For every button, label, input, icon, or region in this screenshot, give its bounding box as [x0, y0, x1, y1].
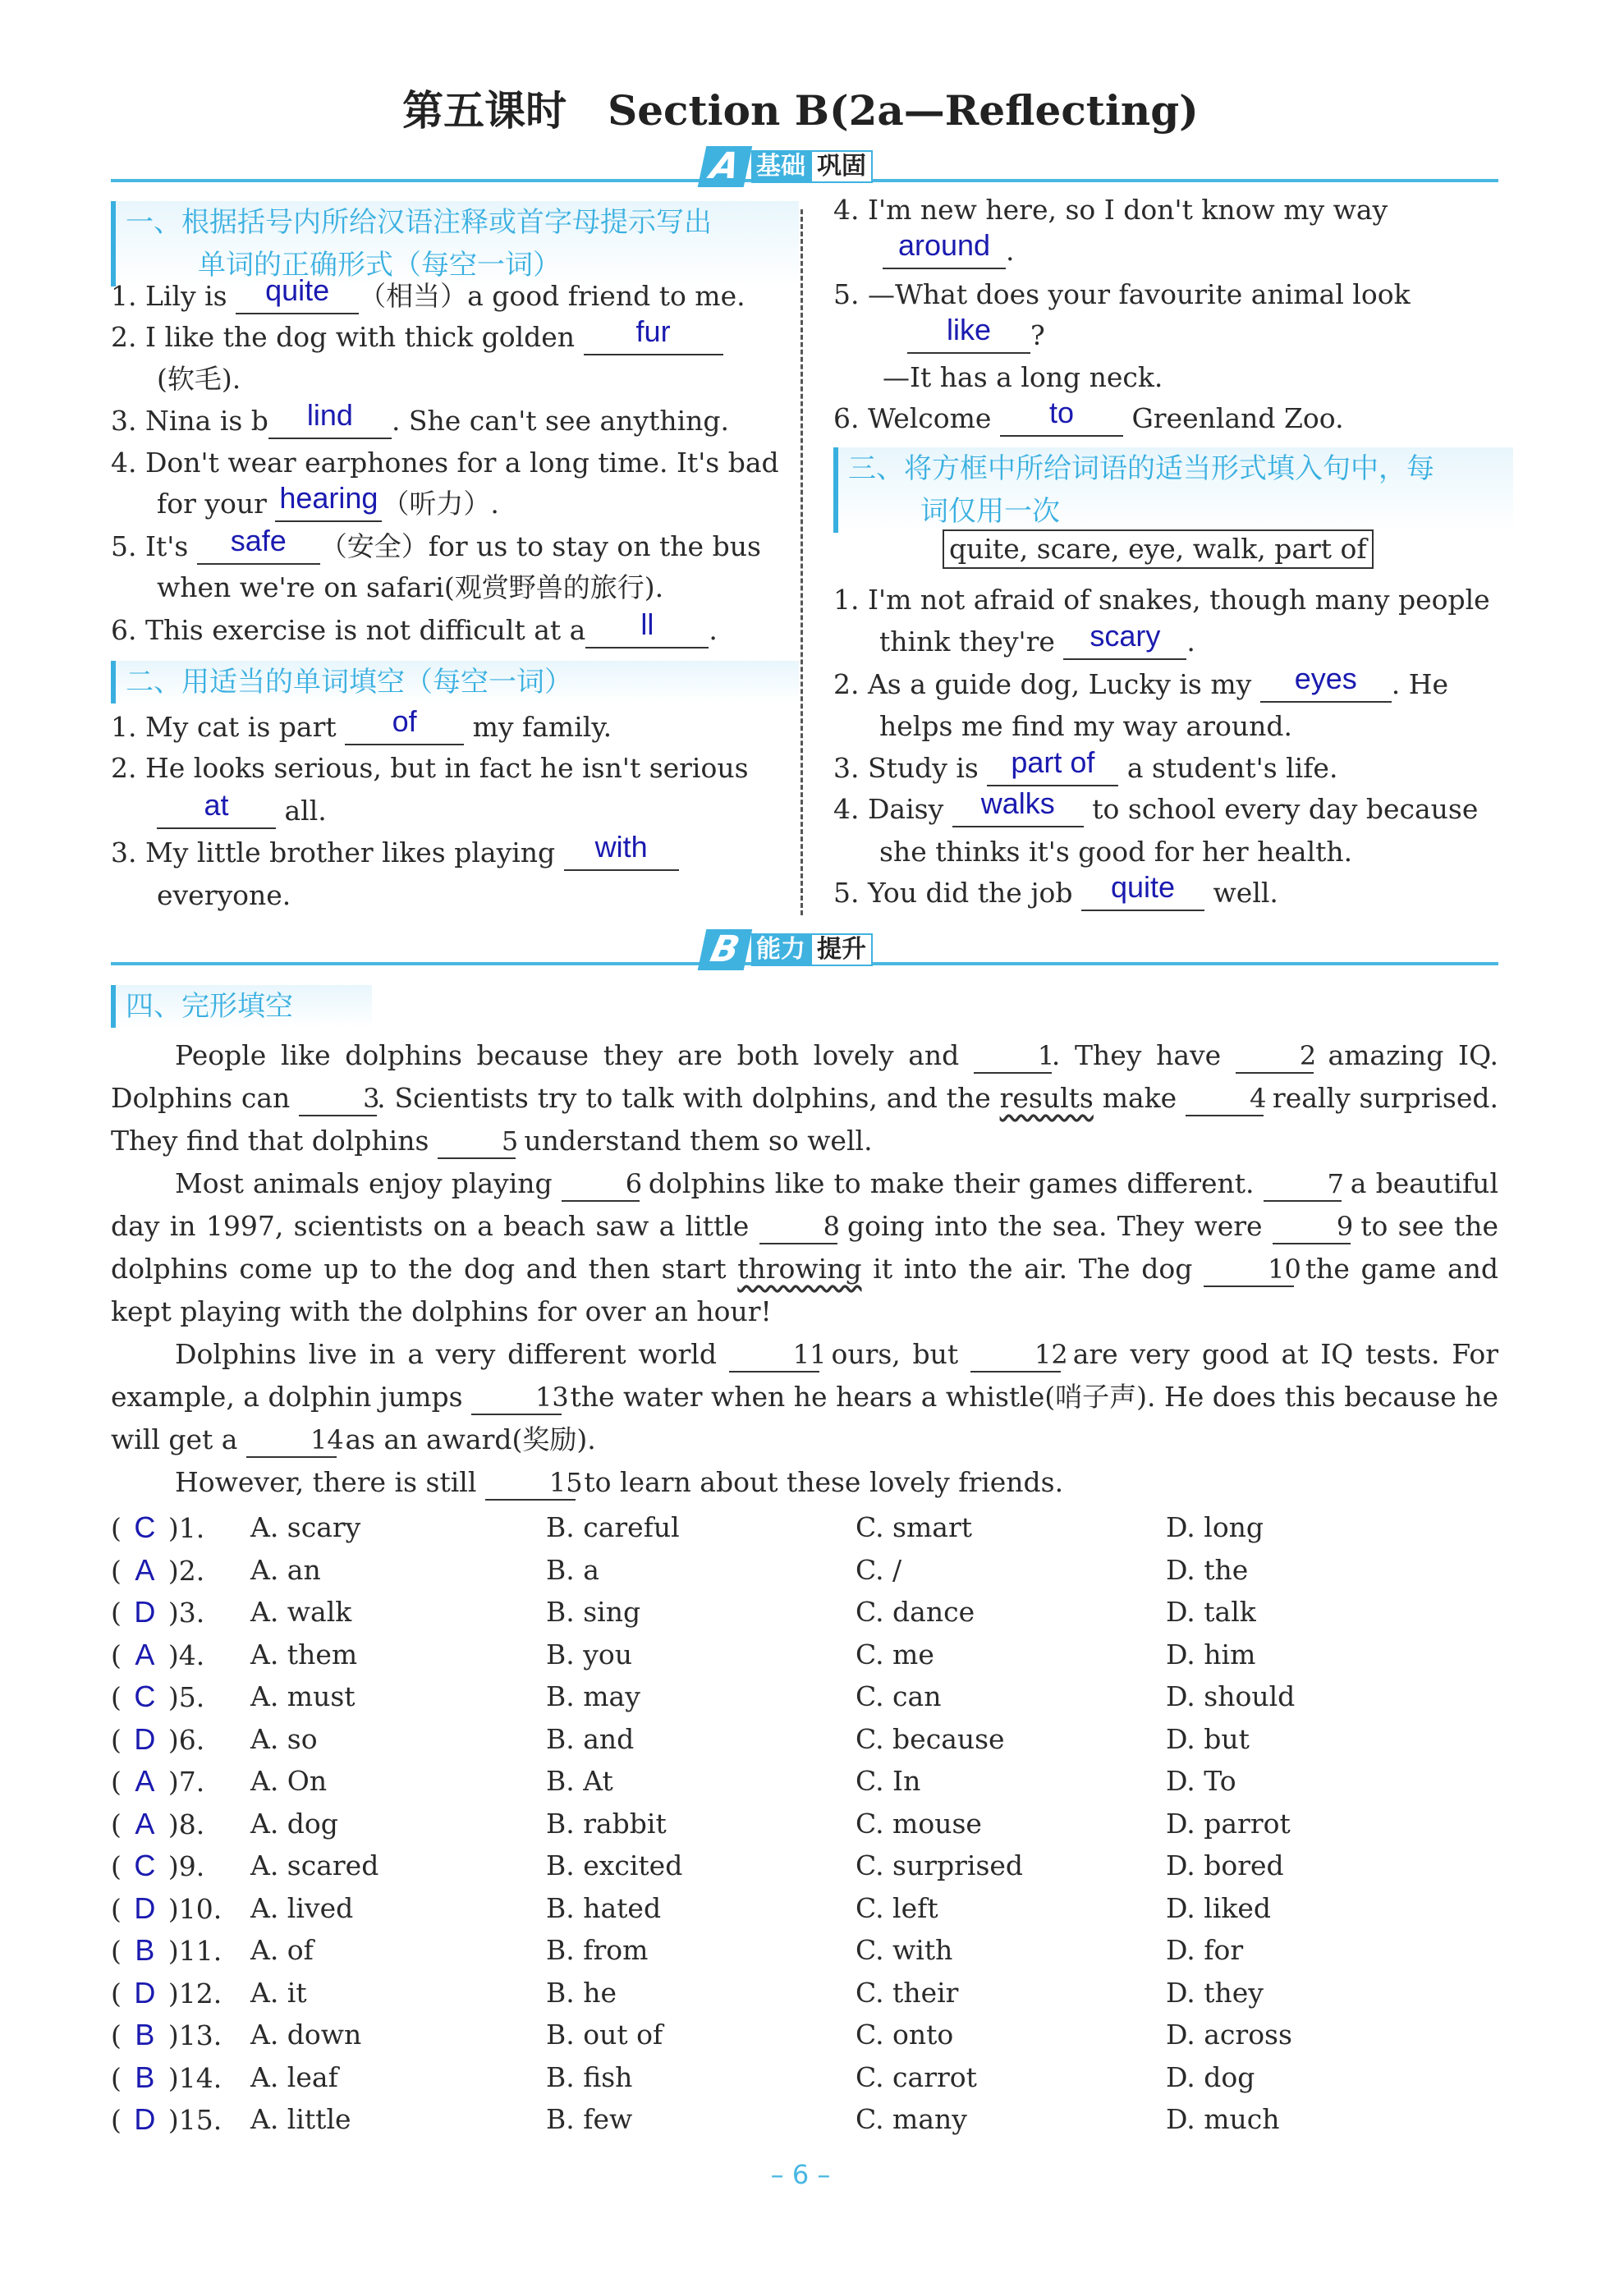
paren-open: ( [111, 1512, 131, 1544]
band-b-letter: B [698, 929, 753, 970]
choice-row [111, 2014, 222, 2057]
section-label: Section B(2a—Reflecting) [608, 86, 1199, 135]
answer-blank[interactable] [585, 607, 709, 648]
question-text: 4. Don't wear earphones for a long time. It's bad [111, 447, 779, 479]
option-c[interactable]: C. their [856, 1976, 959, 2009]
choice-row [111, 1887, 222, 1931]
question-line [157, 566, 663, 609]
question-line [879, 705, 1292, 748]
chosen-answer[interactable]: D [134, 1595, 156, 1629]
answer-blank[interactable] [268, 398, 392, 439]
choice-row [111, 1760, 204, 1803]
question-text: . He [1391, 668, 1449, 700]
paren-open: ( [111, 1766, 131, 1798]
cloze-blank[interactable]: 10 [1204, 1253, 1294, 1287]
paragraph-text: . Scientists try to talk with dolphins, and the [377, 1082, 1000, 1114]
option-a[interactable]: A. it [250, 1976, 307, 2009]
question-line [833, 747, 1337, 790]
paren-open: ( [111, 1554, 131, 1587]
question-text: my family. [464, 711, 612, 743]
question-text: 6. Welcome [833, 402, 1000, 434]
question-line [157, 874, 291, 917]
paren-open: ( [111, 1597, 131, 1629]
question-text: 5. It's [111, 530, 197, 562]
question-number: )9. [159, 1850, 205, 1882]
option-c[interactable]: C. me [856, 1638, 934, 1670]
question-text: 2. As a guide dog, Lucky is my [833, 668, 1260, 700]
question-text: . [1006, 235, 1015, 267]
paragraph-text: However, there is still [175, 1466, 485, 1498]
choice-row [111, 1675, 204, 1719]
choice-row [111, 1506, 204, 1550]
answer-text: at [204, 788, 229, 822]
question-number: )14. [159, 2061, 222, 2094]
answer-text: around [897, 228, 991, 262]
page-number: – 6 – [770, 2159, 831, 2190]
question-text: everyone. [157, 879, 291, 911]
paren-open: ( [111, 2019, 131, 2051]
question-line [111, 609, 718, 652]
question-number: )7. [159, 1766, 205, 1798]
question-number: )2. [159, 1554, 205, 1587]
section-3-heading-line1: 三、将方框中所给词语的适当形式填入句中，每 [848, 452, 1434, 485]
band-a-letter: A [698, 146, 753, 187]
band-b-k1: 能力 [751, 933, 810, 966]
paragraph-text: a beautiful day in 1997, scientists on a beach saw a little [111, 1167, 1498, 1242]
question-number: )6. [159, 1723, 205, 1756]
paragraph-text: the water when he hears a whistle(哨子声). He does this because he will get a [111, 1381, 1498, 1455]
band-a-label [702, 145, 873, 187]
option-b[interactable]: B. sing [546, 1596, 641, 1628]
cloze-blank[interactable]: 3 [299, 1082, 377, 1116]
paragraph-text: Dolphins live in a very different world [175, 1338, 729, 1370]
answer-text: walks [980, 786, 1055, 820]
choice-row [111, 1549, 204, 1593]
question-text: . [709, 614, 718, 646]
question-text: 3. Study is [833, 752, 988, 784]
question-text: ? [1030, 319, 1045, 351]
option-a[interactable]: A. walk [250, 1596, 352, 1628]
chosen-answer[interactable]: D [134, 2102, 156, 2136]
chosen-answer[interactable]: A [135, 1552, 155, 1587]
question-text: 1. Lily is [111, 280, 236, 312]
chosen-answer[interactable]: A [135, 1764, 155, 1798]
chosen-answer[interactable]: C [134, 1680, 156, 1713]
answer-text: scary [1090, 619, 1161, 653]
answer-blank[interactable] [584, 314, 723, 355]
paragraph-text: really surprised. They find that dolphins [111, 1082, 1499, 1157]
answer-text: of [392, 704, 417, 738]
option-c[interactable]: C. left [856, 1891, 938, 1924]
answer-blank[interactable] [1081, 870, 1204, 911]
paren-open: ( [111, 2104, 131, 2136]
option-d[interactable]: D. parrot [1166, 1807, 1291, 1840]
question-number: )11. [159, 1935, 222, 1967]
option-c[interactable]: C. with [856, 1934, 953, 1966]
answer-blank[interactable] [236, 273, 359, 314]
choice-row [111, 1634, 204, 1677]
option-c[interactable]: C. In [856, 1765, 921, 1797]
option-a[interactable]: A. little [250, 2103, 351, 2135]
option-d[interactable]: D. bored [1166, 1849, 1284, 1881]
question-text: （相当）a good friend to me. [359, 280, 745, 312]
chosen-answer[interactable]: D [134, 1975, 156, 2010]
option-d[interactable]: D. they [1166, 1976, 1264, 2009]
chosen-answer[interactable]: B [135, 2060, 155, 2094]
answer-blank[interactable] [564, 830, 679, 871]
option-d[interactable]: D. much [1166, 2103, 1280, 2135]
cloze-blank[interactable]: 1 [974, 1039, 1052, 1074]
section-2-heading [111, 661, 799, 703]
question-line [833, 189, 1388, 231]
question-line [157, 358, 241, 401]
section-4-heading-text: 四、完形填空 [126, 990, 293, 1023]
answer-blank[interactable] [907, 313, 1030, 354]
question-text: 2. I like the dog with thick golden [111, 321, 584, 353]
chosen-answer[interactable]: C [134, 1510, 156, 1544]
paragraph-text: . They have [1051, 1039, 1236, 1071]
option-a[interactable]: A. lived [250, 1891, 354, 1924]
chosen-answer[interactable]: B [135, 1933, 155, 1967]
question-text: when we're on safari(观赏野兽的旅行). [157, 571, 664, 603]
question-text: 4. I'm new here, so I don't know my way [833, 194, 1388, 226]
question-number: )8. [159, 1808, 205, 1840]
option-b[interactable]: B. he [546, 1976, 617, 2009]
answer-text: fur [635, 314, 671, 348]
cloze-blank[interactable]: 15 [485, 1466, 576, 1501]
option-d[interactable]: D. across [1166, 2019, 1292, 2051]
question-line [879, 831, 1352, 873]
cloze-blank[interactable]: 6 [562, 1167, 640, 1202]
option-d[interactable]: D. talk [1166, 1596, 1256, 1628]
paragraph-text: dolphins like to make their games different. [639, 1167, 1264, 1199]
question-text: think they're [879, 626, 1064, 658]
paragraph-text: going into the sea. They were [837, 1210, 1273, 1242]
answer-blank[interactable] [883, 228, 1006, 269]
answer-blank[interactable] [1000, 396, 1123, 437]
option-d[interactable]: D. long [1166, 1511, 1264, 1543]
section-1-heading-line2: 单词的正确形式（每空一词） [198, 249, 561, 282]
cloze-blank[interactable]: 14 [246, 1423, 337, 1458]
chosen-answer[interactable]: C [134, 1849, 156, 1882]
question-text: （听力）. [382, 488, 499, 520]
paren-open: ( [111, 1977, 131, 2010]
cloze-blank[interactable]: 7 [1264, 1167, 1342, 1202]
question-line [833, 663, 1448, 706]
option-b[interactable]: B. At [546, 1765, 613, 1797]
option-b[interactable]: B. may [546, 1680, 640, 1712]
cloze-blank[interactable]: 9 [1273, 1210, 1351, 1244]
section-4-heading [111, 985, 372, 1028]
question-text: 5. —What does your favourite animal look [833, 278, 1411, 310]
question-text: —It has a long neck. [883, 361, 1163, 393]
option-c[interactable]: C. can [856, 1680, 942, 1712]
question-line [111, 316, 723, 359]
question-number: )1. [159, 1512, 205, 1544]
paren-open: ( [111, 1723, 131, 1756]
answer-text: quite [265, 273, 330, 307]
option-d[interactable]: D. for [1166, 1934, 1244, 1966]
band-a-k2: 巩固 [810, 150, 873, 183]
answer-blank[interactable] [275, 481, 382, 522]
section-3-heading-line2: 词仅用一次 [920, 495, 1060, 528]
answer-blank[interactable] [345, 704, 464, 745]
word-box: quite, scare, eye, walk, part of [943, 529, 1374, 569]
band-b-label [702, 928, 873, 970]
paren-open: ( [111, 2061, 131, 2094]
question-line [883, 230, 1015, 273]
cloze-paragraph-4 [111, 1461, 1498, 1504]
answer-text: to [1048, 396, 1074, 429]
question-number: )12. [159, 1977, 222, 2010]
key-word: throwing [737, 1253, 862, 1285]
cloze-blank[interactable]: 4 [1186, 1082, 1264, 1116]
chosen-answer[interactable]: A [135, 1806, 155, 1840]
option-a[interactable]: A. of [250, 1934, 314, 1966]
paragraph-text: Most animals enjoy playing [175, 1167, 562, 1199]
page-title [0, 78, 1601, 137]
option-c[interactable]: C. carrot [856, 2060, 977, 2093]
cloze-paragraph-1 [111, 1034, 1498, 1162]
answer-blank[interactable] [952, 786, 1084, 827]
option-a[interactable]: A. them [250, 1638, 358, 1670]
question-line [111, 400, 729, 442]
question-text: a student's life. [1118, 752, 1338, 784]
question-text: she thinks it's good for her health. [879, 836, 1353, 868]
choice-row [111, 1591, 204, 1634]
option-a[interactable]: A. On [250, 1765, 328, 1797]
answer-text: part of [1011, 745, 1095, 779]
option-d[interactable]: D. but [1166, 1722, 1250, 1755]
section-1-heading-line1: 一、根据括号内所给汉语注释或首字母提示写出 [126, 206, 712, 239]
option-c[interactable]: C. dance [856, 1596, 975, 1628]
option-b[interactable]: B. you [546, 1638, 632, 1670]
answer-text: ll [640, 607, 654, 641]
question-text: 1. I'm not afraid of snakes, though many people [833, 584, 1490, 616]
question-line [907, 314, 1045, 357]
question-number: )13. [159, 2019, 222, 2051]
cloze-blank[interactable]: 8 [759, 1210, 837, 1244]
band-a-k1: 基础 [751, 150, 810, 183]
option-b[interactable]: B. rabbit [546, 1807, 667, 1840]
answer-blank[interactable] [1260, 662, 1392, 703]
option-d[interactable]: D. To [1166, 1765, 1236, 1797]
question-text: well. [1204, 877, 1278, 909]
question-line [833, 273, 1411, 316]
option-b[interactable]: B. and [546, 1722, 635, 1755]
paragraph-text: to see the dolphins come up to the dog and then start [111, 1210, 1498, 1285]
option-c[interactable]: C. mouse [856, 1807, 982, 1840]
choice-row [111, 2056, 222, 2100]
question-text: (软毛). [157, 363, 241, 395]
question-line [111, 275, 745, 318]
paren-open: ( [111, 1935, 131, 1967]
question-text: 3. Nina is b [111, 405, 268, 437]
paragraph-text: understand them so well. [515, 1125, 873, 1157]
answer-text: eyes [1294, 662, 1357, 695]
section-2-heading-text: 二、用适当的单词填空（每空一词） [126, 666, 572, 699]
choice-row [111, 1718, 204, 1762]
question-number: )3. [159, 1597, 205, 1629]
question-line [111, 525, 761, 568]
option-a[interactable]: A. scared [250, 1849, 379, 1881]
option-d[interactable]: D. should [1166, 1680, 1296, 1712]
question-text: to school every day because [1083, 793, 1479, 825]
answer-blank[interactable] [157, 788, 276, 829]
question-text: helps me find my way around. [879, 710, 1292, 742]
question-text: 5. You did the job [833, 877, 1082, 909]
question-number: )4. [159, 1638, 205, 1671]
question-text: all. [276, 795, 327, 827]
cloze-blank[interactable]: 11 [729, 1338, 819, 1373]
section-1-heading [111, 201, 799, 286]
paragraph-text: ours, but [819, 1338, 970, 1370]
answer-text: with [594, 830, 648, 864]
option-c[interactable]: C. many [856, 2103, 967, 2135]
answer-text: lind [306, 398, 353, 432]
option-b[interactable]: B. few [546, 2103, 633, 2135]
question-text: for your [157, 488, 276, 520]
question-text: 1. My cat is part [111, 711, 346, 743]
cloze-blank[interactable]: 5 [438, 1125, 516, 1159]
chosen-answer[interactable]: B [135, 2018, 155, 2051]
option-c[interactable]: C. because [856, 1722, 1005, 1755]
option-c[interactable]: C. onto [856, 2019, 954, 2051]
question-line [111, 706, 612, 749]
answer-blank[interactable] [197, 524, 320, 565]
question-text: 4. Daisy [833, 793, 952, 825]
answer-blank[interactable] [987, 745, 1118, 786]
question-line [833, 579, 1490, 621]
question-text: Greenland Zoo. [1122, 402, 1344, 434]
option-d[interactable]: D. the [1166, 1553, 1249, 1586]
option-a[interactable]: A. an [250, 1553, 321, 1586]
option-b[interactable]: B. hated [546, 1891, 662, 1924]
paren-open: ( [111, 1808, 131, 1840]
question-line [879, 621, 1195, 663]
question-text: . [1186, 626, 1195, 658]
chosen-answer[interactable]: A [135, 1637, 155, 1671]
answer-text: safe [230, 524, 287, 557]
question-line [157, 483, 499, 525]
paren-open: ( [111, 1850, 131, 1882]
option-a[interactable]: A. down [250, 2019, 362, 2051]
choice-row [111, 1929, 222, 1973]
answer-text: quite [1111, 870, 1176, 904]
option-a[interactable]: A. dog [250, 1807, 338, 1840]
column-divider [800, 209, 803, 915]
option-b[interactable]: B. from [546, 1934, 649, 1966]
paragraph-text: the game and kept playing with the dolphins for over an hour! [111, 1253, 1499, 1327]
key-word: results [999, 1082, 1094, 1114]
cloze-paragraph-2 [111, 1162, 1498, 1333]
option-c[interactable]: C. surprised [856, 1849, 1024, 1881]
paren-open: ( [111, 1892, 131, 1925]
lesson-label: 第五课时 [402, 87, 567, 135]
choice-row [111, 1972, 222, 2015]
option-d[interactable]: D. dog [1166, 2060, 1255, 2093]
chosen-answer[interactable]: D [134, 1890, 156, 1925]
cloze-blank[interactable]: 13 [471, 1381, 562, 1415]
paragraph-text: People like dolphins because they are both lovely and [175, 1039, 974, 1071]
question-line [833, 788, 1478, 831]
option-b[interactable]: B. careful [546, 1511, 680, 1543]
option-c[interactable]: C. / [856, 1553, 902, 1586]
answer-text: hearing [279, 481, 378, 515]
choice-row [111, 1803, 204, 1846]
answer-text: like [946, 313, 992, 346]
question-number: )15. [159, 2104, 222, 2136]
cloze-blank[interactable]: 12 [970, 1338, 1061, 1373]
paren-open: ( [111, 1681, 131, 1713]
option-b[interactable]: B. excited [546, 1849, 683, 1881]
question-line [833, 397, 1344, 440]
option-d[interactable]: D. him [1166, 1638, 1256, 1670]
option-b[interactable]: B. fish [546, 2060, 633, 2093]
choice-row [111, 2098, 222, 2142]
paren-open: ( [111, 1638, 131, 1671]
answer-blank[interactable] [1063, 619, 1186, 660]
question-line [111, 747, 749, 790]
cloze-blank[interactable]: 2 [1236, 1039, 1314, 1074]
paragraph-text: it into the air. The dog [861, 1253, 1204, 1285]
paragraph-text: as an award(奖励). [336, 1423, 596, 1455]
option-c[interactable]: C. smart [856, 1511, 972, 1543]
option-b[interactable]: B. out of [546, 2019, 663, 2051]
option-d[interactable]: D. liked [1166, 1891, 1272, 1924]
chosen-answer[interactable]: D [134, 1721, 156, 1756]
question-text: 2. He looks serious, but in fact he isn't serious [111, 752, 749, 784]
paragraph-text: make [1093, 1082, 1186, 1114]
option-a[interactable]: A. leaf [250, 2060, 338, 2093]
question-number: )10. [159, 1892, 222, 1925]
question-line [111, 442, 779, 484]
option-a[interactable]: A. must [250, 1680, 356, 1712]
question-text: . She can't see anything. [391, 405, 730, 437]
choice-row [111, 1845, 204, 1888]
option-a[interactable]: A. scary [250, 1511, 361, 1543]
band-b-k2: 提升 [810, 933, 873, 966]
cloze-paragraph-3 [111, 1333, 1498, 1461]
option-a[interactable]: A. so [250, 1722, 318, 1755]
paragraph-text: amazing IQ. Dolphins can [111, 1039, 1498, 1114]
option-b[interactable]: B. a [546, 1553, 599, 1586]
section-3-heading [833, 447, 1513, 533]
question-text: 3. My little brother likes playing [111, 836, 564, 868]
question-line [833, 872, 1278, 914]
question-line [157, 790, 327, 832]
paragraph-text: to learn about these lovely friends. [575, 1466, 1064, 1498]
question-line [883, 356, 1163, 399]
question-number: )5. [159, 1681, 205, 1713]
paragraph-text: are very good at IQ tests. For example, a dolphin jumps [111, 1338, 1499, 1413]
question-text: 6. This exercise is not difficult at a [111, 614, 586, 646]
question-line [111, 832, 679, 874]
question-text: （安全）for us to stay on the bus [319, 530, 761, 562]
